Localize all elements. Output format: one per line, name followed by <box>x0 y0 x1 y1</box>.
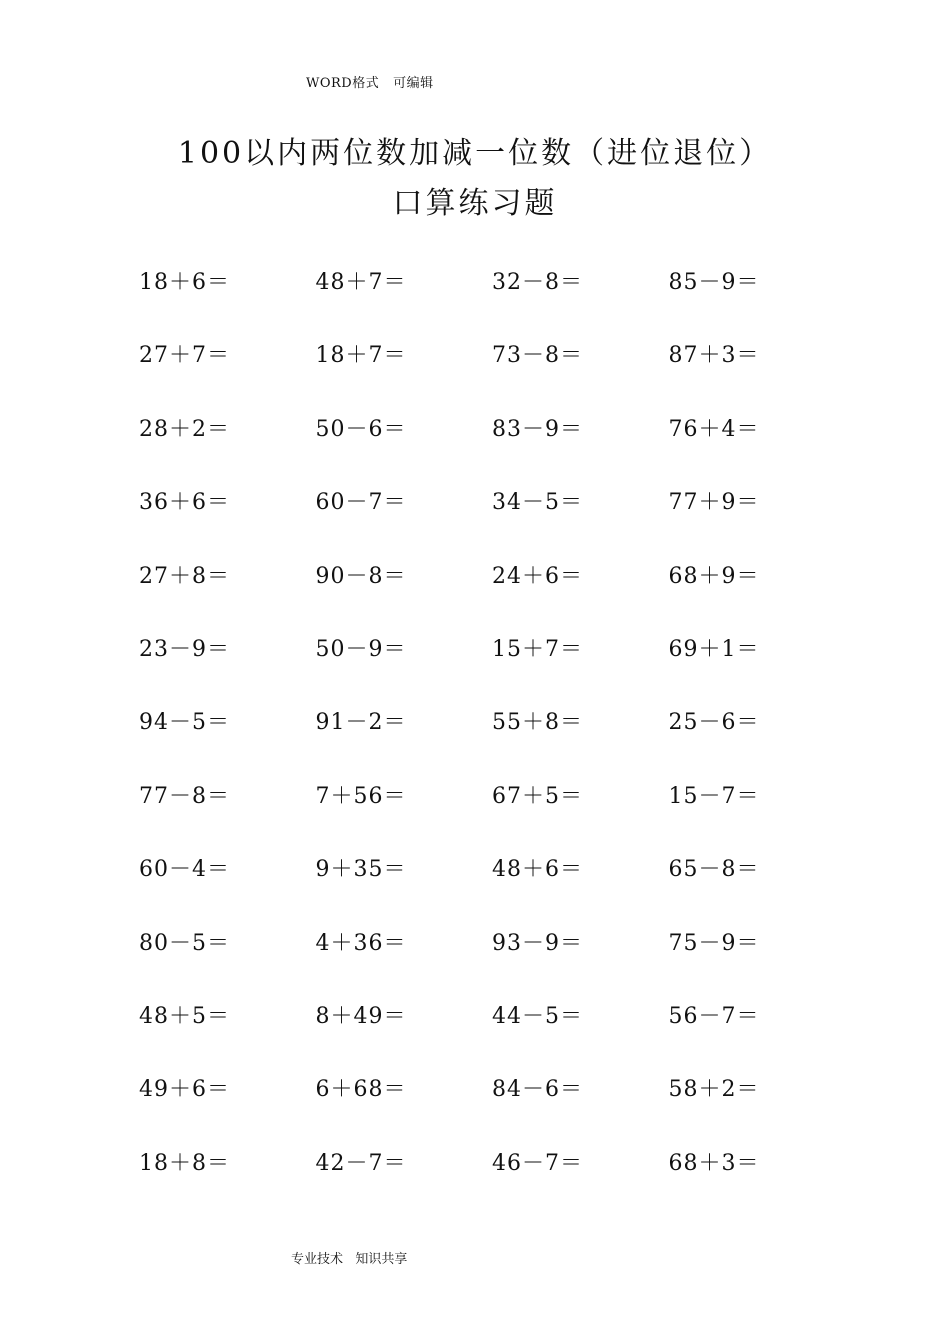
problem-row <box>139 852 849 925</box>
problem-item: 50－9＝ <box>315 636 407 662</box>
problem-item: 4＋36＝ <box>315 930 407 956</box>
problem-item: 87＋3＝ <box>668 343 760 369</box>
problem-item: 94－5＝ <box>139 710 230 736</box>
problem-row <box>139 632 849 705</box>
problem-item: 60－7＝ <box>315 490 407 516</box>
problem-item: 65－8＝ <box>668 857 760 883</box>
problem-item: 15－7＝ <box>668 783 760 809</box>
problem-item: 15＋7＝ <box>492 636 583 662</box>
problem-item: 60－4＝ <box>139 857 230 883</box>
problem-row <box>139 559 849 632</box>
problem-item: 50－6＝ <box>315 416 407 442</box>
problem-item: 68＋3＝ <box>668 1150 760 1176</box>
footer-note: 专业技术 知识共享 <box>291 1252 408 1267</box>
problem-item: 55＋8＝ <box>492 710 583 736</box>
problem-item: 32－8＝ <box>492 270 583 295</box>
problem-item: 48＋6＝ <box>492 857 583 883</box>
problem-row <box>139 265 849 338</box>
problem-item: 27＋8＝ <box>139 563 230 589</box>
problem-row <box>139 1072 849 1145</box>
problem-item: 75－9＝ <box>668 930 760 956</box>
problem-item: 6＋68＝ <box>315 1077 407 1103</box>
problem-item: 49＋6＝ <box>139 1077 230 1103</box>
problem-item: 73－8＝ <box>492 343 583 369</box>
problem-row <box>139 999 849 1072</box>
problem-row <box>139 705 849 778</box>
problem-item: 46－7＝ <box>492 1150 583 1176</box>
problem-item: 93－9＝ <box>492 930 583 956</box>
problem-item: 90－8＝ <box>315 563 407 589</box>
problem-item: 18＋6＝ <box>139 270 230 295</box>
problem-row <box>139 485 849 558</box>
problem-row <box>139 412 849 485</box>
problem-item: 23－9＝ <box>139 636 230 662</box>
problem-item: 48＋5＝ <box>139 1003 230 1029</box>
problem-row <box>139 779 849 852</box>
problem-item: 8＋49＝ <box>315 1003 407 1029</box>
problem-row <box>139 926 849 999</box>
problem-item: 28＋2＝ <box>139 416 230 442</box>
problem-item: 36＋6＝ <box>139 490 230 516</box>
problem-item: 69＋1＝ <box>668 636 760 662</box>
problem-item: 83－9＝ <box>492 416 583 442</box>
problem-item: 85－9＝ <box>668 270 760 295</box>
problem-item: 42－7＝ <box>315 1150 407 1176</box>
problem-row <box>139 1146 849 1219</box>
problem-item: 34－5＝ <box>492 490 583 516</box>
page-subtitle: 口算练习题 <box>392 186 558 221</box>
header-note: WORD格式 可编辑 <box>306 76 434 91</box>
problem-item: 7＋56＝ <box>315 783 407 809</box>
problem-row <box>139 338 849 411</box>
problem-item: 77－8＝ <box>139 783 230 809</box>
problem-item: 67＋5＝ <box>492 783 583 809</box>
problem-item: 91－2＝ <box>315 710 407 736</box>
problem-item: 24＋6＝ <box>492 563 583 589</box>
problem-item: 58＋2＝ <box>668 1077 760 1103</box>
problem-item: 80－5＝ <box>139 930 230 956</box>
problem-item: 44－5＝ <box>492 1003 583 1029</box>
problem-grid <box>139 265 849 1219</box>
problem-item: 18＋7＝ <box>315 343 407 369</box>
problem-item: 68＋9＝ <box>668 563 760 589</box>
problem-item: 56－7＝ <box>668 1003 760 1029</box>
problem-item: 27＋7＝ <box>139 343 230 369</box>
problem-item: 84－6＝ <box>492 1077 583 1103</box>
problem-item: 25－6＝ <box>668 710 760 736</box>
problem-item: 77＋9＝ <box>668 490 760 516</box>
page-title: 100以内两位数加减一位数（进位退位） <box>177 136 773 171</box>
problem-item: 48＋7＝ <box>315 270 407 295</box>
problem-item: 9＋35＝ <box>315 857 407 883</box>
problem-item: 18＋8＝ <box>139 1150 230 1176</box>
problem-item: 76＋4＝ <box>668 416 760 442</box>
